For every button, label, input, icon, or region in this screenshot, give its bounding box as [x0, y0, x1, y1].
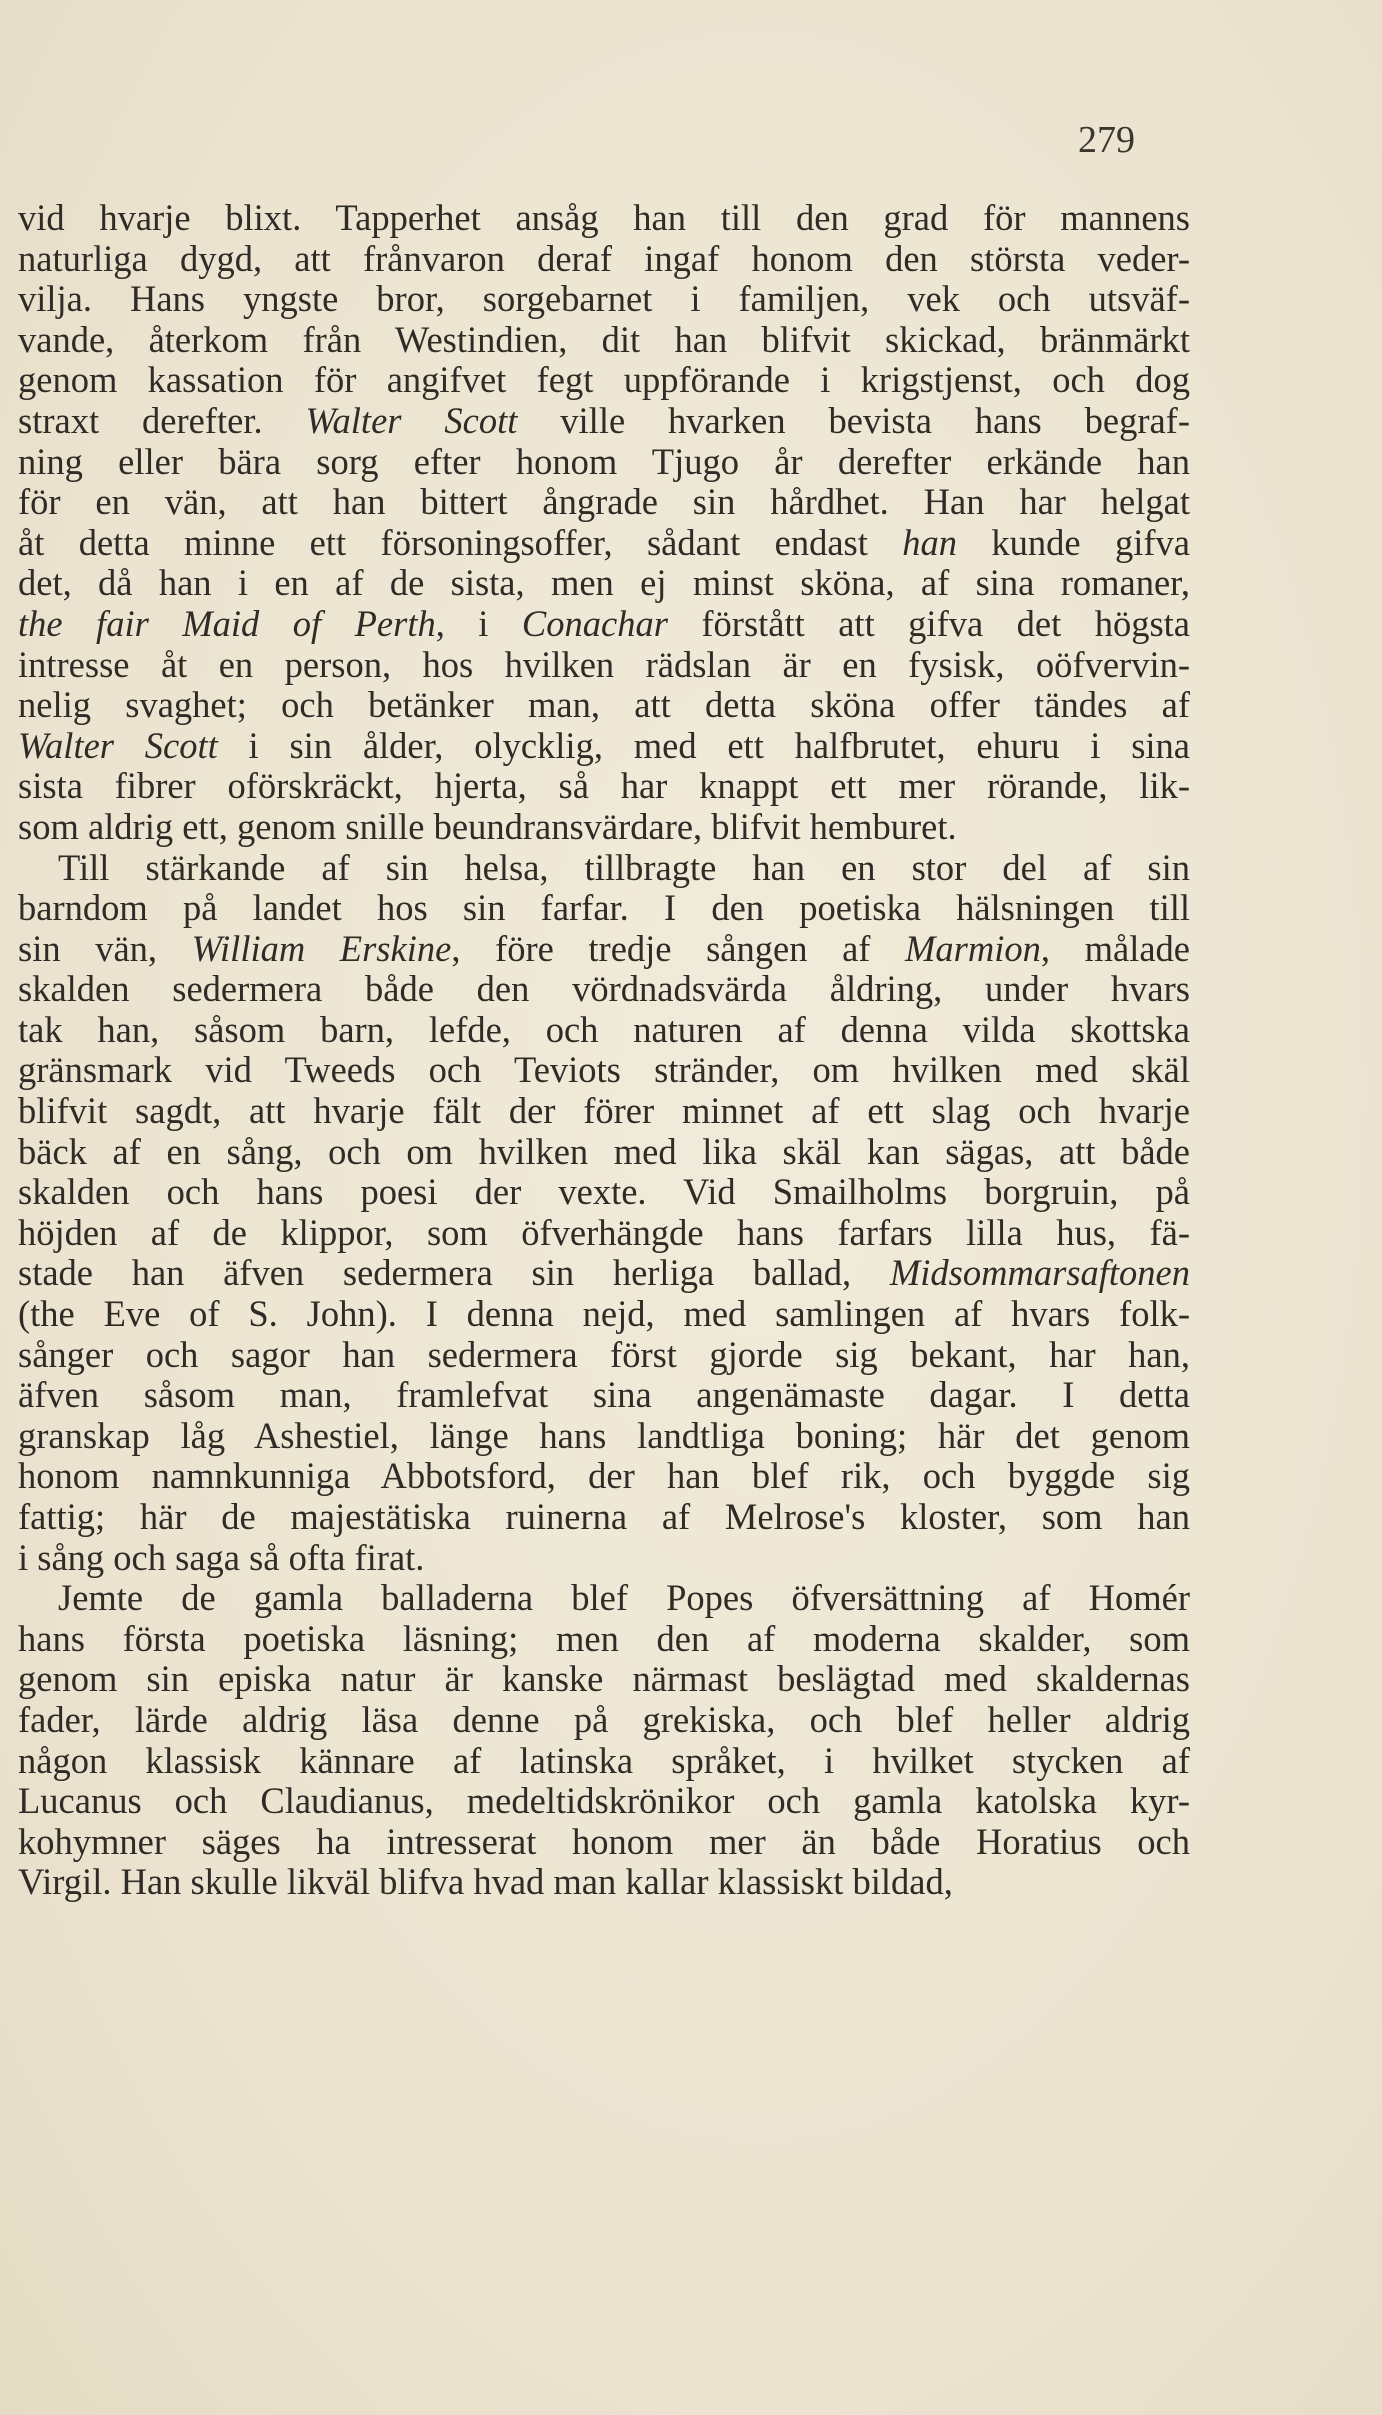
italic-text: Conachar — [521, 602, 668, 644]
text-segment: ville hvarken bevista hans begraf- — [517, 399, 1190, 441]
text-segment: kunde gifva — [957, 521, 1190, 563]
text-line — [18, 1132, 1190, 1173]
text-segment: tak han, såsom barn, lefde, och naturen af denna vilda skottska — [18, 1008, 1190, 1050]
text-segment: gränsmark vid Tweeds och Teviots stränder, om hvilken med skäl — [18, 1049, 1190, 1091]
text-line — [18, 1619, 1190, 1660]
text-segment: bäck af en sång, och om hvilken med lika skäl kan sägas, att både — [18, 1130, 1190, 1172]
text-segment: nelig svaghet; och betänker man, att detta sköna offer tändes af — [18, 684, 1190, 726]
text-segment: Till stärkande af sin helsa, tillbragte han en stor del af sin — [58, 846, 1190, 888]
text-line — [18, 1822, 1190, 1863]
text-line — [18, 1213, 1190, 1254]
text-line — [18, 1050, 1190, 1091]
italic-text: han — [902, 521, 958, 563]
text-segment: straxt derefter. — [18, 399, 306, 441]
text-segment: i sång och saga så ofta firat. — [18, 1536, 425, 1578]
text-line — [18, 482, 1190, 523]
text-line — [18, 1091, 1190, 1132]
text-line — [18, 1659, 1190, 1700]
text-segment: i sin ålder, olycklig, med ett halfbrutet, ehuru i sina — [217, 724, 1190, 766]
italic-text: Marmion — [905, 927, 1041, 969]
text-segment: , före tredje sången af — [451, 927, 906, 969]
text-segment: som aldrig ett, genom snille beundransvärdare, blifvit hemburet. — [18, 805, 957, 847]
text-line — [18, 320, 1190, 361]
text-line — [18, 685, 1190, 726]
text-line — [18, 1416, 1190, 1457]
italic-text: William Erskine — [191, 927, 452, 969]
page-number: 279 — [1078, 119, 1135, 161]
text-line — [18, 604, 1190, 645]
text-line — [18, 1335, 1190, 1376]
text-segment: barndom på landet hos sin farfar. I den poetiska hälsningen till — [18, 887, 1190, 929]
text-segment: blifvit sagdt, att hvarje fält der förer minnet af ett slag och hvarje — [18, 1090, 1190, 1132]
text-line — [18, 1862, 1190, 1903]
text-segment: hans första poetiska läsning; men den af moderna skalder, som — [18, 1617, 1190, 1659]
text-segment: sånger och sagor han sedermera först gjorde sig bekant, har han, — [18, 1333, 1190, 1375]
text-line — [18, 198, 1190, 239]
text-segment: kohymner säges ha intresserat honom mer än både Horatius och — [18, 1820, 1190, 1862]
text-line — [18, 401, 1190, 442]
text-line — [18, 239, 1190, 280]
text-line — [18, 1538, 1190, 1579]
italic-text: Midsommarsaftonen — [889, 1252, 1190, 1294]
text-line — [18, 1294, 1190, 1335]
text-segment: höjden af de klippor, som öfverhängde hans farfars lilla hus, fä- — [18, 1211, 1190, 1253]
text-line — [18, 888, 1190, 929]
text-segment: åt detta minne ett försoningsoffer, sådant endast — [18, 521, 903, 563]
text-line — [18, 1456, 1190, 1497]
text-line — [18, 1375, 1190, 1416]
text-line — [18, 563, 1190, 604]
text-segment: , målade — [1040, 927, 1191, 969]
text-line — [18, 1578, 1190, 1619]
text-segment: granskap låg Ashestiel, länge hans landtliga boning; här det genom — [18, 1414, 1190, 1456]
text-line — [18, 1172, 1190, 1213]
text-line — [18, 766, 1190, 807]
text-segment: någon klassisk kännare af latinska språket, i hvilket stycken af — [18, 1739, 1190, 1781]
text-line — [18, 360, 1190, 401]
text-segment: förstått att gifva det högsta — [667, 602, 1190, 644]
text-segment: sista fibrer oförskräckt, hjerta, så har knappt ett mer rörande, lik- — [18, 765, 1190, 807]
text-segment: naturliga dygd, att frånvaron deraf ingaf honom den största veder- — [18, 237, 1190, 279]
text-segment: genom kassation för angifvet fegt uppförande i krigstjenst, och dog — [18, 359, 1190, 401]
text-segment: äfven såsom man, framlefvat sina angenämaste dagar. I detta — [18, 1374, 1190, 1416]
text-line — [18, 929, 1190, 970]
text-segment: intresse åt en person, hos hvilken rädslan är en fysisk, oöfvervin- — [18, 643, 1190, 685]
text-line — [18, 848, 1190, 889]
text-segment: sin vän, — [18, 927, 192, 969]
body-text — [18, 198, 1190, 1903]
text-line — [18, 1741, 1190, 1782]
text-segment: fader, lärde aldrig läsa denne på grekiska, och blef heller aldrig — [18, 1698, 1190, 1740]
text-line — [18, 726, 1190, 767]
italic-text: Walter Scott — [18, 724, 218, 766]
text-segment: vilja. Hans yngste bror, sorgebarnet i familjen, vek och utsväf- — [18, 278, 1190, 320]
text-line — [18, 279, 1190, 320]
text-segment: Lucanus och Claudianus, medeltidskrönikor och gamla katolska kyr- — [18, 1780, 1190, 1822]
text-segment: stade han äfven sedermera sin herliga ballad, — [18, 1252, 890, 1294]
text-line — [18, 1497, 1190, 1538]
text-line — [18, 1010, 1190, 1051]
text-segment: ning eller bära sorg efter honom Tjugo år derefter erkände han — [18, 440, 1190, 482]
text-line — [18, 1781, 1190, 1822]
text-line — [18, 807, 1190, 848]
italic-text: the fair Maid of Perth — [18, 602, 436, 644]
text-line — [18, 1700, 1190, 1741]
text-segment: skalden sedermera både den vördnadsvärda åldring, under hvars — [18, 968, 1190, 1010]
text-segment: Jemte de gamla balladerna blef Popes öfversättning af Homér — [58, 1577, 1190, 1619]
text-segment: skalden och hans poesi der vexte. Vid Smailholms borgruin, på — [18, 1171, 1190, 1213]
text-segment: honom namnkunniga Abbotsford, der han blef rik, och byggde sig — [18, 1455, 1190, 1497]
text-line — [18, 969, 1190, 1010]
text-line — [18, 645, 1190, 686]
text-segment: Virgil. Han skulle likväl blifva hvad man kallar klassiskt bildad, — [18, 1861, 953, 1903]
text-segment: vande, återkom från Westindien, dit han blifvit skickad, bränmärkt — [18, 318, 1190, 360]
text-segment: , i — [435, 602, 522, 644]
text-line — [18, 523, 1190, 564]
text-line — [18, 1253, 1190, 1294]
text-segment: (the Eve of S. John). I denna nejd, med samlingen af hvars folk- — [18, 1293, 1190, 1335]
text-segment: fattig; här de majestätiska ruinerna af Melrose's kloster, som han — [18, 1496, 1190, 1537]
italic-text: Walter Scott — [305, 399, 518, 441]
text-segment: det, då han i en af de sista, men ej minst sköna, af sina romaner, — [18, 562, 1190, 604]
text-line — [18, 442, 1190, 483]
text-segment: för en vän, att han bittert ångrade sin hårdhet. Han har helgat — [18, 481, 1190, 523]
text-segment: vid hvarje blixt. Tapperhet ansåg han till den grad för mannens — [18, 197, 1190, 238]
text-segment: genom sin episka natur är kanske närmast beslägtad med skaldernas — [18, 1658, 1190, 1700]
